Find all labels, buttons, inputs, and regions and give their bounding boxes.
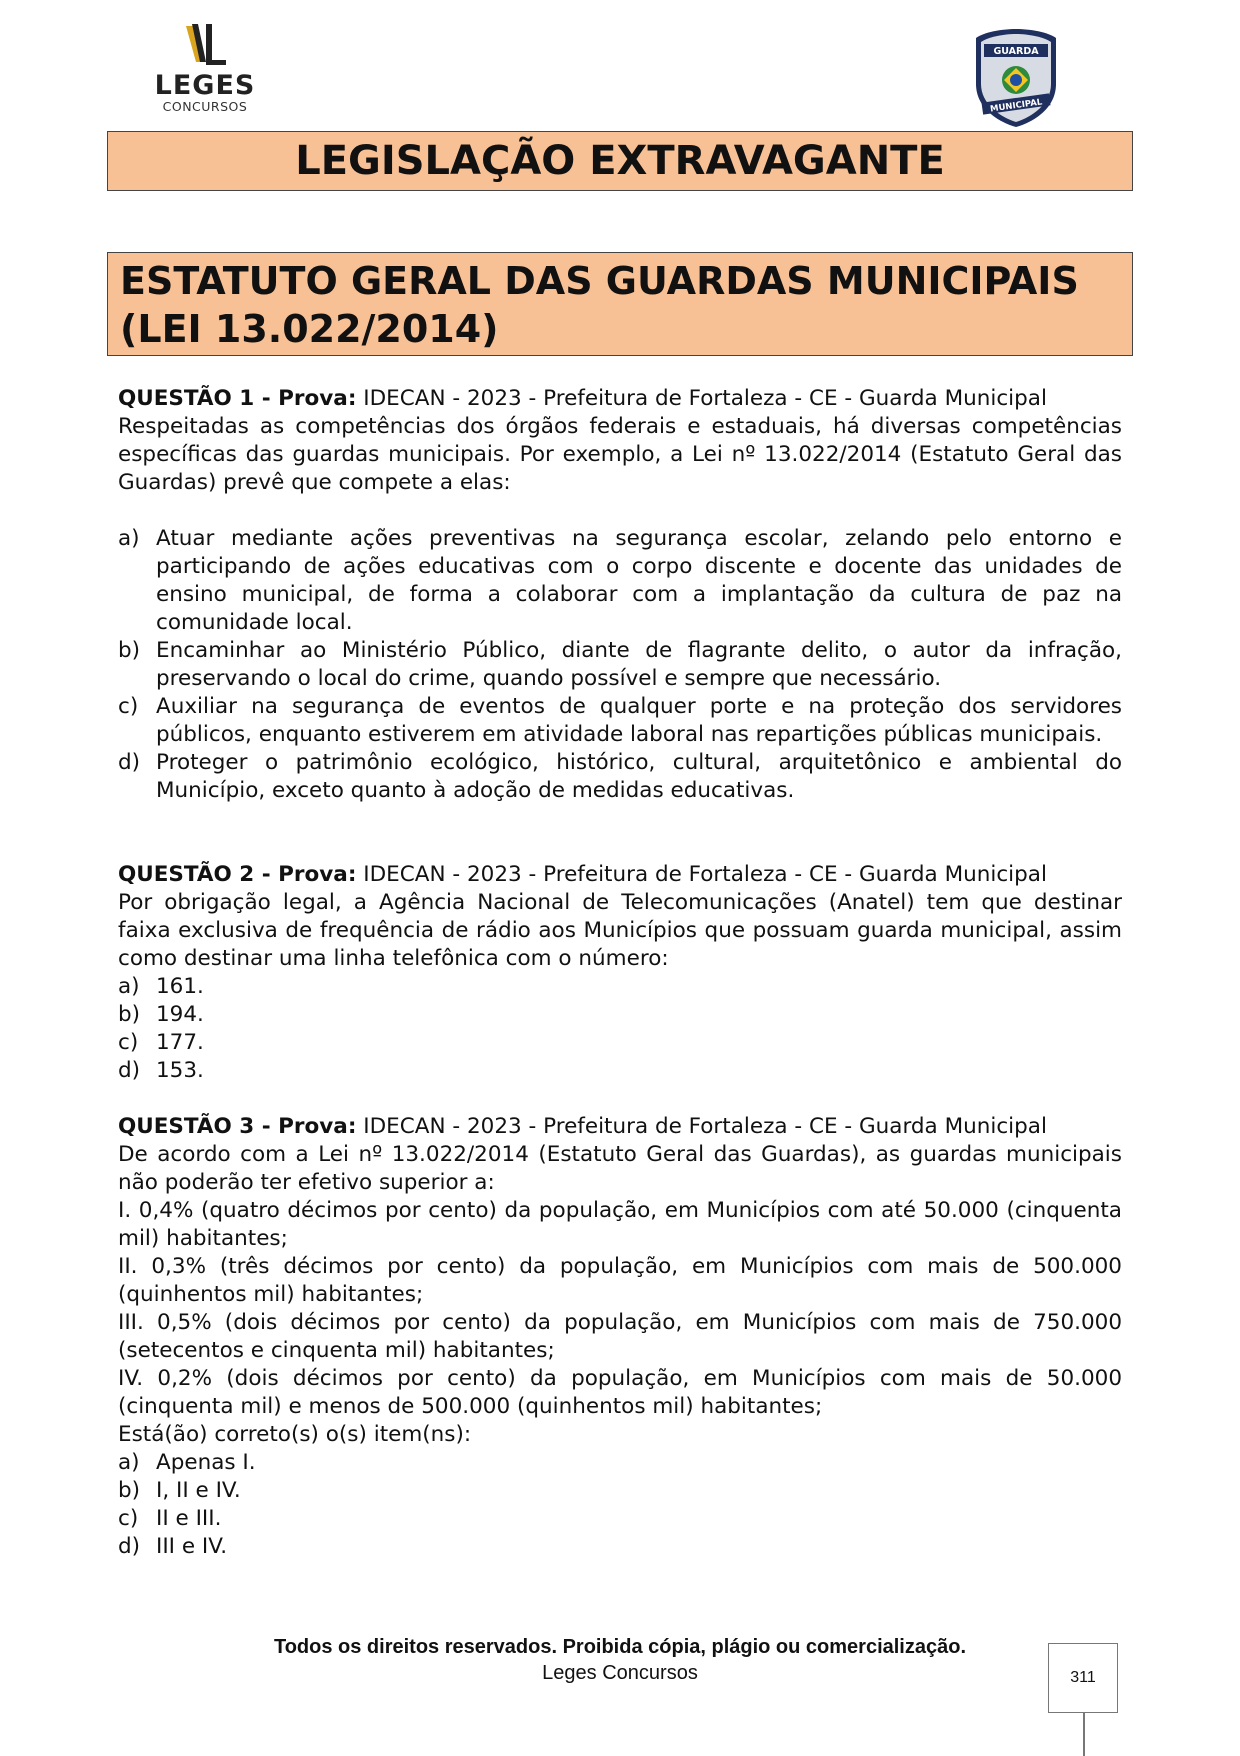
question-statement: Respeitadas as competências dos órgãos federais e estaduais, há diversas competências específicas das guardas municipais. Por exemplo, a Lei nº 13.022/2014 (Estatuto Geral das Guardas) prevê que compete a elas:: [118, 414, 1122, 495]
page-number-box: [1048, 1643, 1118, 1713]
option-text: Atuar mediante ações preventivas na segurança escolar, zelando pelo entorno e participando de ações educativas com o corpo discente e docente das unidades de ensino municipal, de forma a colaborar com a implantação da cultura de paz na comunidade local.: [156, 526, 1122, 635]
logo-wordmark: LEGES: [154, 70, 256, 101]
guarda-municipal-badge-icon: [970, 26, 1062, 130]
option-text: Apenas I.: [156, 1450, 256, 1475]
section-title-line-2: (LEI 13.022/2014): [120, 307, 499, 351]
option-text: 194.: [156, 1002, 204, 1027]
badge-bottom-text: MUNICIPAL: [989, 97, 1043, 115]
question-2: [118, 861, 1122, 1085]
question-statement: De acordo com a Lei nº 13.022/2014 (Estatuto Geral das Guardas), as guardas municipais não poderão ter efetivo superior a:: [118, 1142, 1122, 1195]
option-letter: b): [118, 1002, 141, 1027]
section-title-line-1: ESTATUTO GERAL DAS GUARDAS MUNICIPAIS: [120, 259, 1079, 303]
question-label: QUESTÃO 1 - Prova:: [118, 386, 357, 411]
option-text: Auxiliar na segurança de eventos de qualquer porte e na proteção dos servidores públicos, enquanto estiverem em atividade laboral nas repartições públicas municipais.: [156, 694, 1122, 747]
answer-option[interactable]: [118, 973, 1122, 1001]
statement-item: II. 0,3% (três décimos por cento) da população, em Municípios com mais de 500.000 (quinhentos mil) habitantes;: [118, 1254, 1122, 1307]
question-header: [118, 1113, 1122, 1141]
answer-option[interactable]: [118, 1001, 1122, 1029]
answer-option[interactable]: [118, 1533, 1122, 1561]
question-1: [118, 385, 1122, 805]
footer-brand: Leges Concursos: [542, 1662, 698, 1684]
question-prompt: Está(ão) correto(s) o(s) item(ns):: [118, 1422, 472, 1447]
option-letter: d): [118, 1534, 141, 1559]
answer-options: [118, 1449, 1122, 1561]
statement-item: I. 0,4% (quatro décimos por cento) da população, em Municípios com até 50.000 (cinquenta mil) habitantes;: [118, 1198, 1122, 1251]
question-header: [118, 861, 1122, 889]
answer-option[interactable]: [118, 525, 1122, 637]
question-label: QUESTÃO 3 - Prova:: [118, 1114, 357, 1139]
question-label: QUESTÃO 2 - Prova:: [118, 862, 357, 887]
question-source: IDECAN - 2023 - Prefeitura de Fortaleza - CE - Guarda Municipal: [356, 862, 1047, 887]
answer-option[interactable]: [118, 1449, 1122, 1477]
option-text: Encaminhar ao Ministério Público, diante de flagrante delito, o autor da infração, preservando o local do crime, quando possível e sempre que necessário.: [156, 638, 1122, 691]
option-letter: d): [118, 1058, 141, 1083]
answer-options: [118, 525, 1122, 805]
option-letter: b): [118, 638, 141, 663]
question-statement: Por obrigação legal, a Agência Nacional de Telecomunicações (Anatel) tem que destinar faixa exclusiva de frequência de rádio aos Municípios que possuam guarda municipal, assim como destinar uma linha telefônica com o número:: [118, 890, 1122, 971]
subject-banner: [107, 131, 1133, 191]
option-letter: c): [118, 1030, 139, 1055]
option-letter: a): [118, 526, 140, 551]
option-text: 153.: [156, 1058, 204, 1083]
statement-item: IV. 0,2% (dois décimos por cento) da população, em Municípios com mais de 50.000 (cinquenta mil) e menos de 500.000 (quinhentos mil) habitantes;: [118, 1366, 1122, 1419]
leges-monogram-icon: [180, 22, 230, 70]
option-text: II e III.: [156, 1506, 222, 1531]
question-header: [118, 385, 1122, 413]
badge-top-text: GUARDA: [993, 46, 1039, 57]
option-letter: a): [118, 974, 140, 999]
copyright-notice: Todos os direitos reservados. Proibida cópia, plágio ou comercialização.: [273, 1636, 967, 1658]
page-number-stem: [1083, 1713, 1085, 1756]
questions-content: [118, 385, 1122, 1561]
section-banner: [107, 252, 1133, 356]
option-text: III e IV.: [156, 1534, 228, 1559]
subject-title: LEGISLAÇÃO EXTRAVAGANTE: [295, 138, 945, 184]
option-letter: a): [118, 1450, 140, 1475]
statement-item: III. 0,5% (dois décimos por cento) da população, em Municípios com mais de 750.000 (setecentos e cinquenta mil) habitantes;: [118, 1310, 1122, 1363]
question-3: [118, 1113, 1122, 1561]
option-letter: b): [118, 1478, 141, 1503]
answer-option[interactable]: [118, 1029, 1122, 1057]
option-text: 161.: [156, 974, 204, 999]
page-number: 311: [1070, 1669, 1096, 1686]
answer-option[interactable]: [118, 637, 1122, 693]
option-text: I, II e IV.: [156, 1478, 241, 1503]
answer-option[interactable]: [118, 693, 1122, 749]
option-letter: d): [118, 750, 141, 775]
page-footer: [220, 1634, 1020, 1686]
answer-option[interactable]: [118, 1505, 1122, 1533]
answer-option[interactable]: [118, 749, 1122, 805]
option-text: Proteger o patrimônio ecológico, histórico, cultural, arquitetônico e ambiental do Município, exceto quanto à adoção de medidas educativas.: [156, 750, 1122, 803]
option-letter: c): [118, 694, 139, 719]
logo-subtitle: CONCURSOS: [162, 99, 248, 114]
question-source: IDECAN - 2023 - Prefeitura de Fortaleza - CE - Guarda Municipal: [356, 1114, 1047, 1139]
option-text: 177.: [156, 1030, 204, 1055]
answer-option[interactable]: [118, 1477, 1122, 1505]
answer-options: [118, 973, 1122, 1085]
answer-option[interactable]: [118, 1057, 1122, 1085]
question-source: IDECAN - 2023 - Prefeitura de Fortaleza - CE - Guarda Municipal: [356, 386, 1047, 411]
option-letter: c): [118, 1506, 139, 1531]
leges-logo: [150, 22, 260, 122]
